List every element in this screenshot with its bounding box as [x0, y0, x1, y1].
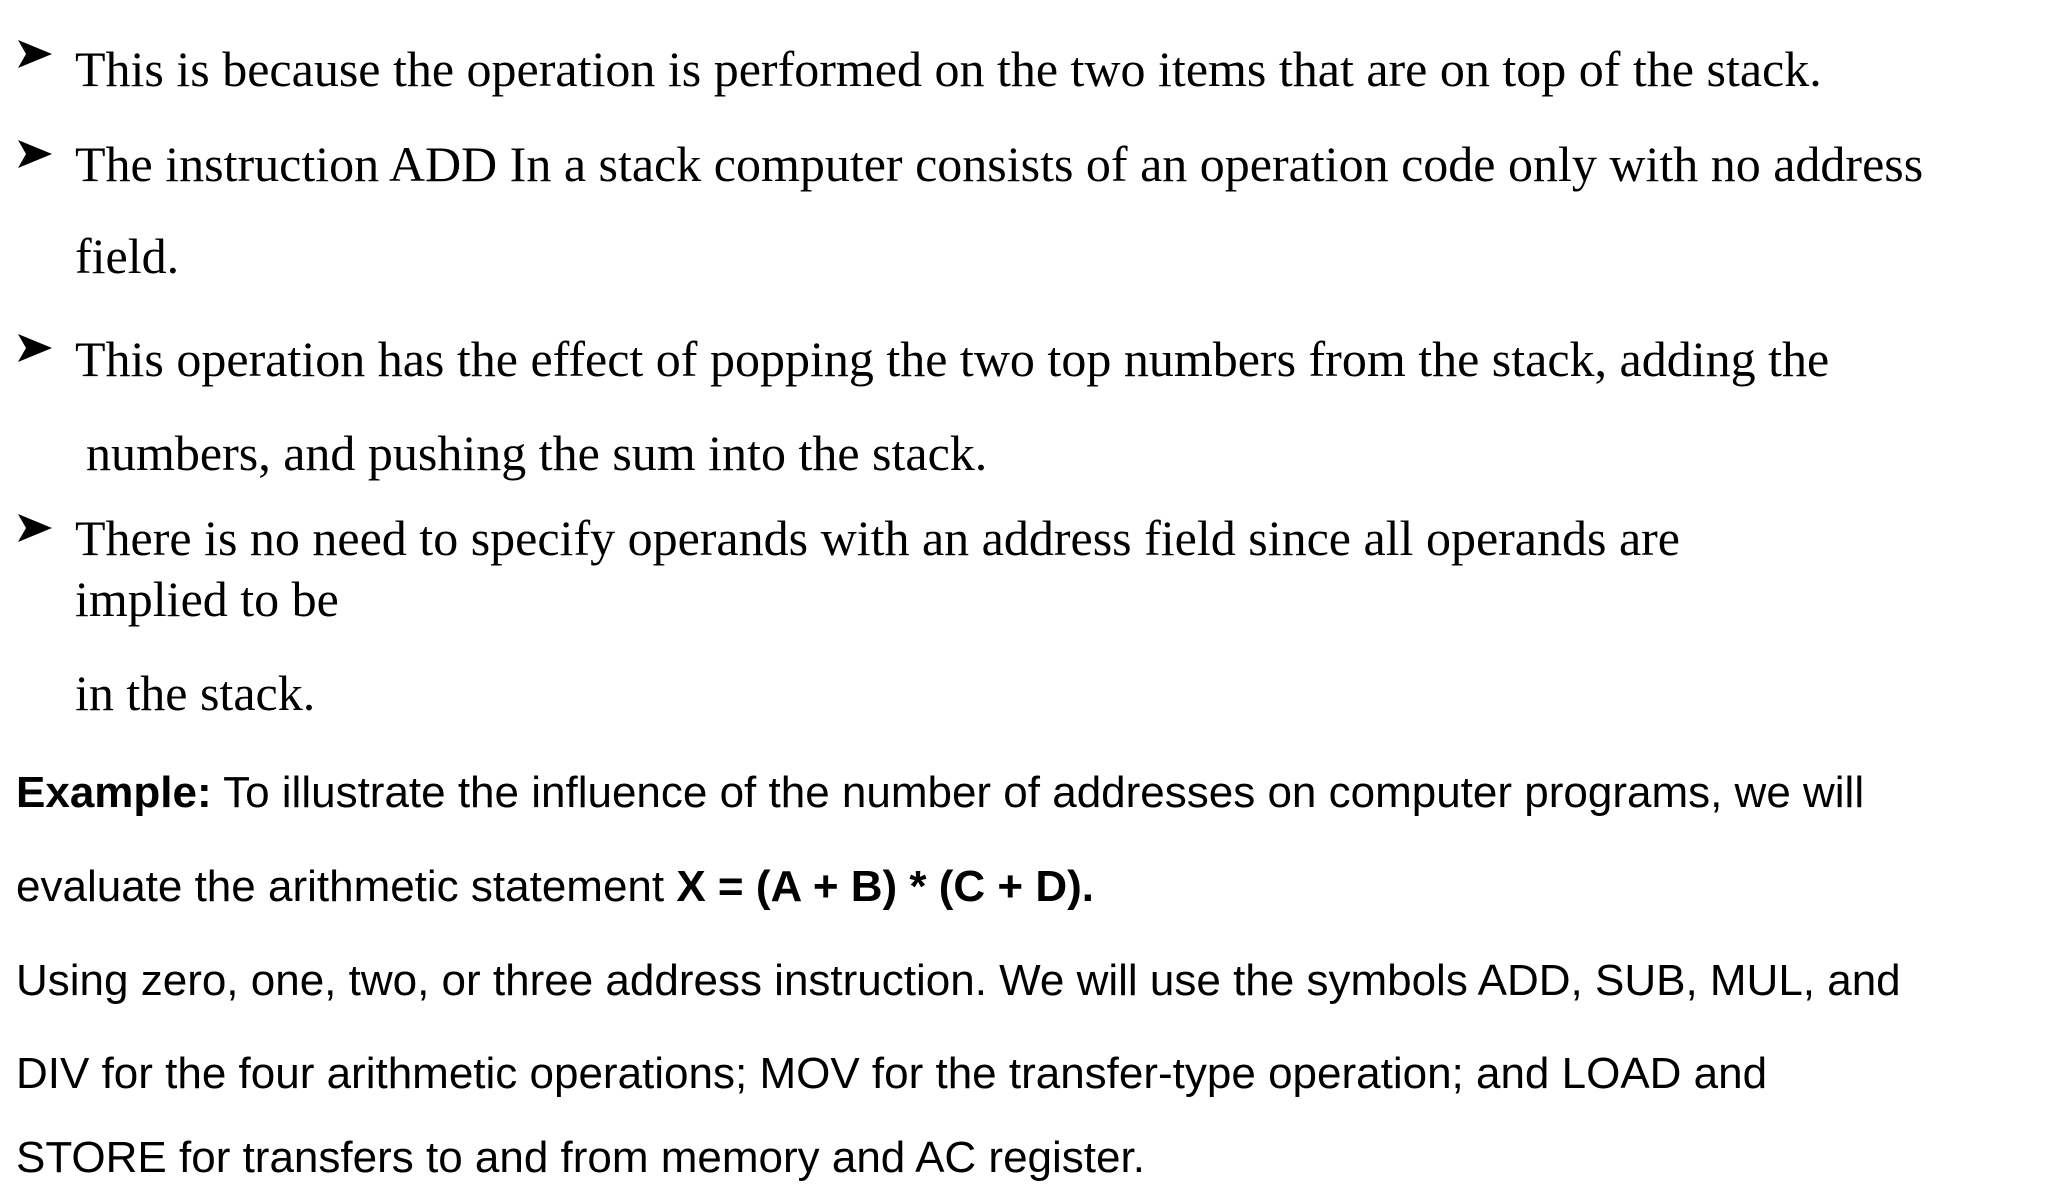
- example-intro-text: To illustrate the influence of the number of addresses on computer programs, we will: [211, 768, 1865, 817]
- example-line-1: [16, 767, 1864, 819]
- arrowhead-bullet-icon: [16, 136, 56, 176]
- arrowhead-bullet-icon: [16, 330, 56, 370]
- bullet-text-no-address-field: There is no need to specify operands with an address field since all operands are: [75, 510, 1680, 566]
- bullet-text-add-instruction-cont: field.: [75, 228, 180, 284]
- arrowhead-bullet-icon: [16, 36, 56, 76]
- example-evaluate-text: evaluate the arithmetic statement: [16, 862, 677, 911]
- example-line-4: DIV for the four arithmetic operations; MOV for the transfer-type operation; and LOAD and: [16, 1049, 1768, 1098]
- bullet-text-add-instruction: The instruction ADD In a stack computer consists of an operation code only with no address: [75, 136, 1924, 192]
- example-label: Example:: [16, 768, 212, 817]
- arrowhead-bullet-icon: [16, 510, 56, 550]
- bullet-text-popping-effect: This operation has the effect of popping the two top numbers from the stack, adding the: [75, 331, 1830, 387]
- arithmetic-statement: X = (A + B) * (C + D).: [676, 862, 1094, 911]
- example-line-3: Using zero, one, two, or three address instruction. We will use the symbols ADD, SUB, MUL, and: [16, 956, 1901, 1005]
- example-line-5: STORE for transfers to and from memory and AC register.: [16, 1133, 1145, 1182]
- bullet-text-no-address-field-cont: implied to be: [75, 571, 339, 627]
- bullet-text-popping-effect-cont: numbers, and pushing the sum into the stack.: [86, 425, 988, 481]
- bullet-text-operation-on-top: This is because the operation is performed on the two items that are on top of the stack.: [75, 41, 1822, 97]
- bullet-text-no-address-field-end: in the stack.: [75, 665, 316, 721]
- example-line-2: [16, 861, 1094, 913]
